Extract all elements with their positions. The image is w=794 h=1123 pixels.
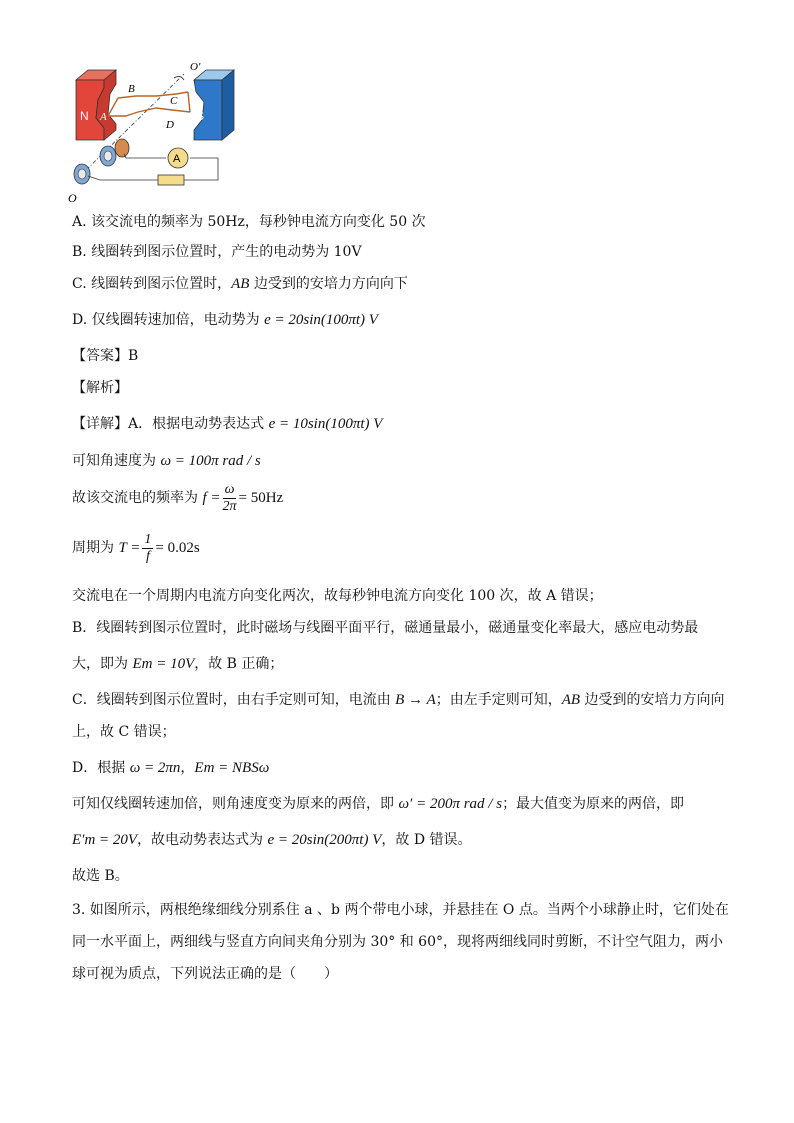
label-c: C bbox=[170, 95, 178, 107]
option-c-var: AB bbox=[231, 276, 250, 292]
coil-side-cd bbox=[188, 92, 190, 112]
south-magnet bbox=[194, 70, 234, 140]
detail-a-line1 bbox=[72, 414, 382, 434]
detail-d3-post: ，故 D 错误。 bbox=[381, 832, 472, 848]
detail-b-line2 bbox=[72, 654, 283, 674]
detail-a4-post: = 0.02s bbox=[155, 540, 200, 556]
detail-d-line1 bbox=[72, 758, 269, 778]
detail-a-line5: 交流电在一个周期内电流方向变化两次，故每秒钟电流方向变化 100 次，故 A 错误； bbox=[72, 588, 603, 604]
label-n: N bbox=[80, 109, 89, 123]
label-o-prime: O′ bbox=[190, 61, 201, 73]
question3-line1: 3. 如图所示，两根绝缘细线分别系住 a 、b 两个带电小球，并悬挂在 O 点。当两个小球静止时，它们处在 bbox=[72, 902, 729, 918]
detail-b2-formula: Em = 10V bbox=[132, 656, 195, 672]
detail-b-line1: B．线圈转到图示位置时，此时磁场与线圈平面平行，磁通量最小，磁通量变化率最大，感应电动势最 bbox=[72, 620, 699, 636]
detail-d1-sep: ， bbox=[180, 760, 195, 776]
detail-c1-post: 边受到的安培力方向向 bbox=[580, 692, 725, 708]
period-numerator: 1 bbox=[144, 531, 152, 547]
freq-numerator: ω bbox=[224, 481, 235, 497]
wire-top bbox=[124, 154, 166, 158]
detail-d1-f1: ω = 2πn bbox=[129, 760, 181, 776]
coil-side-ad bbox=[108, 108, 190, 116]
analysis-title: 【解析】 bbox=[72, 380, 128, 396]
detail-d-line2 bbox=[72, 794, 684, 814]
slip-rings bbox=[74, 139, 129, 184]
option-d-pre: D. 仅线圈转速加倍，电动势为 bbox=[72, 312, 265, 328]
detail-c1-mid: ；由左手定则可知， bbox=[435, 692, 562, 708]
detail-c1-pre: C．线圈转到图示位置时，由右手定则可知，电流由 bbox=[72, 692, 396, 708]
period-fraction bbox=[142, 532, 153, 565]
option-d-formula: e = 20sin(100πt) V bbox=[264, 312, 378, 328]
detail-a2-formula: ω = 100π rad / s bbox=[160, 453, 261, 469]
detail-a4-t: T = bbox=[118, 540, 141, 556]
detail-d2-formula: ω′ = 200π rad / s bbox=[398, 796, 503, 812]
period-denominator: f bbox=[145, 548, 150, 564]
option-c-post: 边受到的安培力方向向下 bbox=[249, 276, 408, 292]
generator-figure bbox=[66, 58, 236, 208]
detail-c1-formula: B → A bbox=[395, 692, 436, 708]
option-c-pre: C. 线圈转到图示位置时， bbox=[72, 276, 232, 292]
label-d: D bbox=[166, 119, 174, 131]
wire-bottom bbox=[88, 176, 158, 180]
detail-d2-pre: 可知仅线圈转速加倍，则角速度变为原来的两倍，即 bbox=[72, 796, 399, 812]
detail-a-line4 bbox=[72, 530, 200, 566]
ammeter-label: A bbox=[173, 153, 181, 165]
detail-a3-post: = 50Hz bbox=[238, 490, 284, 506]
question3-line2: 同一水平面上，两细线与竖直方向间夹角分别为 30° 和 60°，现将两细线同时剪断，不计空气阻力，两小 bbox=[72, 934, 723, 950]
freq-fraction bbox=[223, 482, 237, 515]
label-o: O bbox=[68, 191, 77, 205]
detail-d1-f2: Em = NBSω bbox=[194, 760, 270, 776]
label-b: B bbox=[128, 83, 135, 95]
detail-d2-post: ；最大值变为原来的两倍，即 bbox=[502, 796, 685, 812]
resistor bbox=[158, 175, 184, 185]
detail-a1-formula: e = 10sin(100πt) V bbox=[268, 416, 383, 432]
detail-c-line2: 上，故 C 错误； bbox=[72, 724, 176, 740]
question3-line3: 球可视为质点，下列说法正确的是（ ） bbox=[72, 966, 338, 982]
answer: 【答案】B bbox=[72, 348, 139, 364]
detail-a-line3 bbox=[72, 480, 283, 516]
detail-a4-pre: 周期为 bbox=[72, 540, 119, 556]
detail-d3-formula: E′m = 20V bbox=[72, 832, 138, 848]
option-b: B. 线圈转到图示位置时，产生的电动势为 10V bbox=[72, 244, 362, 260]
detail-a2-pre: 可知角速度为 bbox=[72, 453, 161, 469]
detail-a1-pre: 【详解】A．根据电动势表达式 bbox=[72, 416, 269, 432]
detail-d3-formula2: e = 20sin(200πt) V bbox=[267, 832, 382, 848]
option-c bbox=[72, 274, 408, 294]
label-a: A bbox=[100, 111, 107, 123]
detail-a-line2 bbox=[72, 451, 261, 471]
freq-denominator: 2π bbox=[222, 498, 237, 514]
north-magnet bbox=[76, 70, 116, 140]
detail-b2-pre: 大，即为 bbox=[72, 656, 133, 672]
option-d bbox=[72, 310, 378, 330]
wire-right bbox=[184, 158, 218, 180]
detail-c-line1 bbox=[72, 690, 725, 710]
detail-a3-f: f = bbox=[202, 490, 221, 506]
conclusion: 故选 B。 bbox=[72, 868, 129, 884]
detail-c1-var: AB bbox=[561, 692, 581, 708]
detail-a3-pre: 故该交流电的频率为 bbox=[72, 490, 203, 506]
detail-d3-mid: ，故电动势表达式为 bbox=[137, 832, 268, 848]
detail-b2-post: ，故 B 正确； bbox=[194, 656, 284, 672]
option-a: A. 该交流电的频率为 50Hz，每秒钟电流方向变化 50 次 bbox=[72, 214, 426, 230]
detail-d-line3 bbox=[72, 830, 472, 850]
detail-d1-pre: D．根据 bbox=[72, 760, 130, 776]
label-s: S bbox=[196, 109, 205, 123]
